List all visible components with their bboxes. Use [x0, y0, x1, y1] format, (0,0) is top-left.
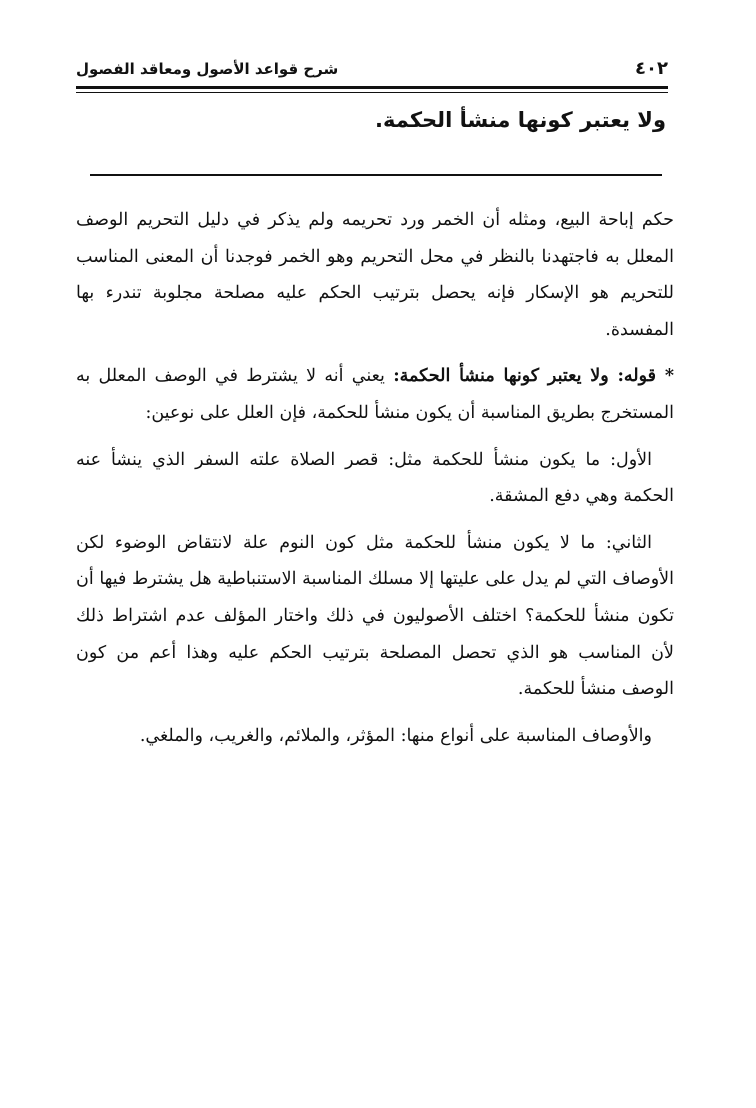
paragraph-3: الأول: ما يكون منشأ للحكمة مثل: قصر الصلاة علته السفر الذي ينشأ عنه الحكمة وهي دفع المشقة. [76, 449, 674, 507]
quoted-heading: * قوله: ولا يعتبر كونها منشأ الحكمة: [393, 366, 674, 387]
running-title: شرح قواعد الأصول ومعاقد الفصول [76, 60, 339, 78]
paragraph-5: والأوصاف المناسبة على أنواع منها: المؤثر، والملائم، والغريب، والملغي. [139, 725, 652, 746]
header-rule-thin [76, 92, 668, 93]
page-number: ٤٠٢ [635, 58, 668, 79]
commentary [76, 202, 674, 754]
page-header [76, 52, 668, 86]
main-text: ولا يعتبر كونها منشأ الحكمة. [375, 108, 666, 132]
paragraph-1: حكم إباحة البيع، ومثله أن الخمر ورد تحريمه ولم يذكر في دليل التحريم الوصف المعلل به فاجتهدنا بالنظر في محل التحريم وهو الخمر فوجدنا أن المعنى المناسب للتحريم هو الإسكار فإنه يحصل بترتيب الحكم عليه مصلحة مجلوبة تندرء بها المفسدة. [76, 210, 674, 340]
paragraph-4: الثاني: ما لا يكون منشأ للحكمة مثل كون النوم علة لانتقاض الوضوء لكن الأوصاف التي لم يدل على عليتها إلا مسلك المناسبة الاستنباطية هل يشترط فيها أن تكون منشأ للحكمة؟ اختلف الأصوليون في ذلك واختار المؤلف عدم اشتراط ذلك لأن المناسب هو الذي تحصل المصلحة بترتيب الحكم عليه وهذا أعم من كون الوصف منشأ للحكمة. [76, 532, 674, 700]
section-separator [90, 174, 662, 176]
paragraph-2 [76, 358, 674, 431]
header-rule-thick [76, 86, 668, 89]
paragraph-2-text: يعني أنه لا يشترط في الوصف المعلل به المستخرج بطريق المناسبة أن يكون منشأ للحكمة، فإن العلل على نوعين: [76, 366, 674, 423]
